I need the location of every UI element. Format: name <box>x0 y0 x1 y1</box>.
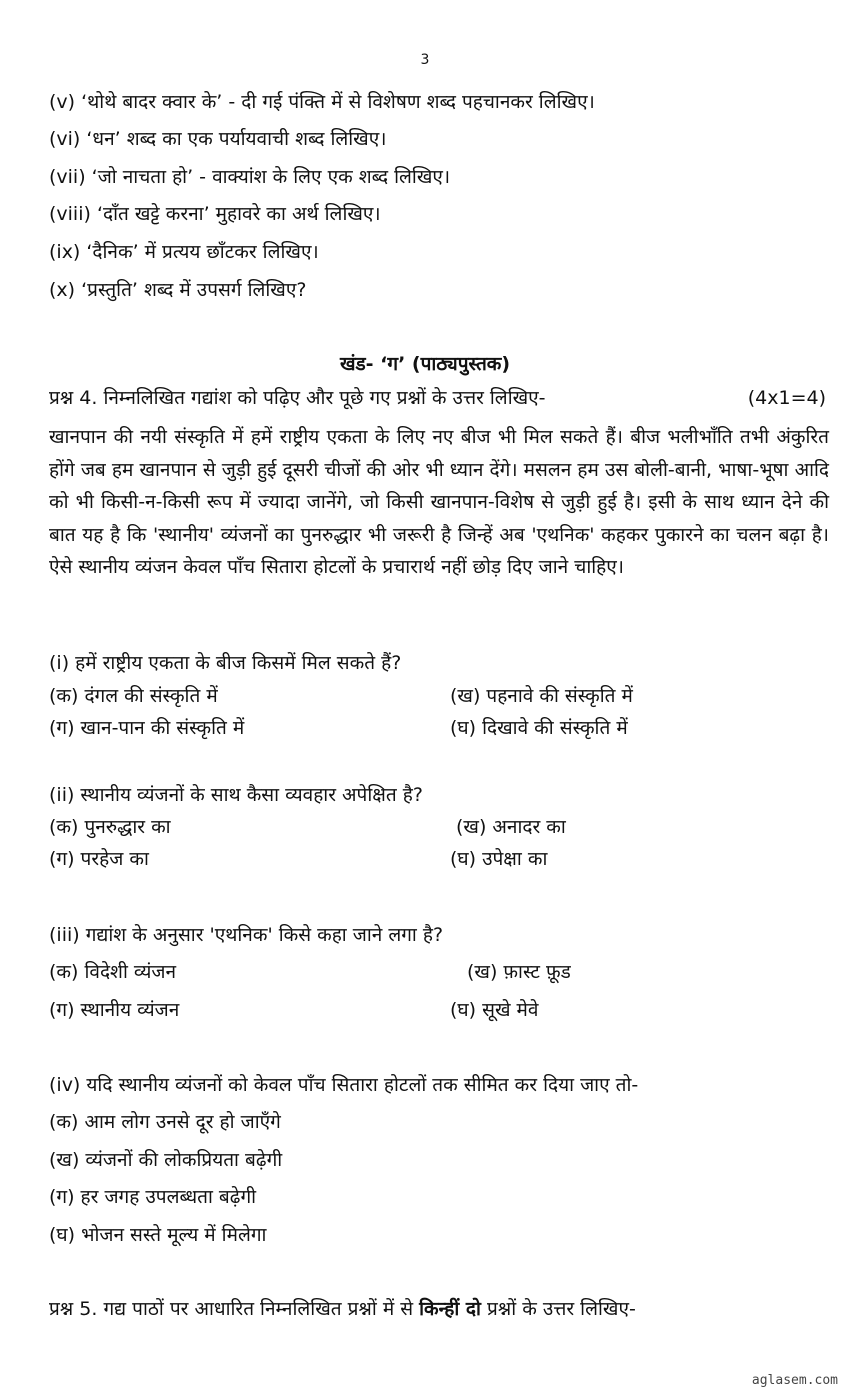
option-kha: (ख) अनादर का <box>456 816 566 838</box>
option-ga: (ग) खान-पान की संस्कृति में <box>49 717 245 739</box>
grammar-item: (vi) ‘धन’ शब्द का एक पर्यायवाची शब्द लिखिए। <box>49 128 387 150</box>
option-ga: (ग) हर जगह उपलब्धता बढ़ेगी <box>49 1186 257 1208</box>
q4-iii-question: (iii) गद्यांश के अनुसार 'एथनिक' किसे कहा जाने लगा है? <box>49 924 444 946</box>
option-gha: (घ) दिखावे की संस्कृति में <box>450 717 628 739</box>
option-gha: (घ) उपेक्षा का <box>450 848 548 870</box>
page-number: 3 <box>420 52 430 68</box>
q5-suffix: प्रश्नों के उत्तर लिखिए- <box>480 1298 636 1320</box>
section-title: खंड- ‘ग’ (पाठ्यपुस्तक) <box>339 353 511 375</box>
option-gha: (घ) सूखे मेवे <box>450 999 539 1021</box>
q4-marks: (4x1=4) <box>747 387 826 409</box>
option-ka: (क) पुनरुद्धार का <box>49 816 171 838</box>
option-ka: (क) आम लोग उनसे दूर हो जाएँगे <box>49 1111 281 1133</box>
q4-prompt: प्रश्न 4. निम्नलिखित गद्यांश को पढ़िए और पूछे गए प्रश्नों के उत्तर लिखिए- <box>49 387 546 409</box>
grammar-item: (vii) ‘जो नाचता हो’ - वाक्यांश के लिए एक शब्द लिखिए। <box>49 166 451 188</box>
watermark: aglasem.com <box>751 1373 838 1388</box>
option-ka: (क) दंगल की संस्कृति में <box>49 685 218 707</box>
q5-bold: किन्हीं दो <box>419 1298 481 1320</box>
q5-prompt <box>49 1300 636 1319</box>
grammar-item: (x) ‘प्रस्तुति’ शब्द में उपसर्ग लिखिए? <box>49 279 307 301</box>
q4-iv-question: (iv) यदि स्थानीय व्यंजनों को केवल पाँच सितारा होटलों तक सीमित कर दिया जाए तो- <box>49 1074 639 1096</box>
grammar-item: (v) ‘थोथे बादर क्वार के’ - दी गई पंक्ति में से विशेषण शब्द पहचानकर लिखिए। <box>49 91 595 113</box>
grammar-item: (ix) ‘दैनिक’ में प्रत्यय छाँटकर लिखिए। <box>49 241 319 263</box>
option-kha: (ख) फ़ास्ट फ़ूड <box>467 961 571 983</box>
q4-ii-question: (ii) स्थानीय व्यंजनों के साथ कैसा व्यवहार अपेक्षित है? <box>49 784 423 806</box>
option-ka: (क) विदेशी व्यंजन <box>49 961 177 983</box>
q4-i-question: (i) हमें राष्ट्रीय एकता के बीज किसमें मिल सकते हैं? <box>49 652 402 674</box>
q5-prefix: प्रश्न 5. गद्य पाठों पर आधारित निम्नलिखित प्रश्नों में से <box>49 1298 420 1320</box>
option-kha: (ख) पहनावे की संस्कृति में <box>450 685 633 707</box>
option-ga: (ग) परहेज का <box>49 848 149 870</box>
q4-passage: खानपान की नयी संस्कृति में हमें राष्ट्रीय एकता के लिए नए बीज भी मिल सकते हैं। बीज भलीभाँति तभी अंकुरित होंगे जब हम खानपान से जुड़ी हुई दूसरी चीजों की ओर भी ध्यान देंगे। मसलन हम उस बोली-बानी, भाषा-भूषा आदि को भी किसी-न-किसी रूप में ज्यादा जानेंगे, जो किसी खानपान-विशेष से जुड़ी हुई है। इसी के साथ ध्यान देने की बात यह है कि 'स्थानीय' व्यंजनों का पुनरुद्धार भी जरूरी है जिन्हें अब 'एथनिक' कहकर पुकारने का चलन बढ़ा है। ऐसे स्थानीय व्यंजन केवल पाँच सितारा होटलों के प्रचारार्थ नहीं छोड़ दिए जाने चाहिए। <box>49 426 829 578</box>
option-ga: (ग) स्थानीय व्यंजन <box>49 999 180 1021</box>
option-kha: (ख) व्यंजनों की लोकप्रियता बढ़ेगी <box>49 1149 283 1171</box>
grammar-item: (viii) ‘दाँत खट्टे करना’ मुहावरे का अर्थ लिखिए। <box>49 203 381 225</box>
option-gha: (घ) भोजन सस्ते मूल्य में मिलेगा <box>49 1224 267 1246</box>
